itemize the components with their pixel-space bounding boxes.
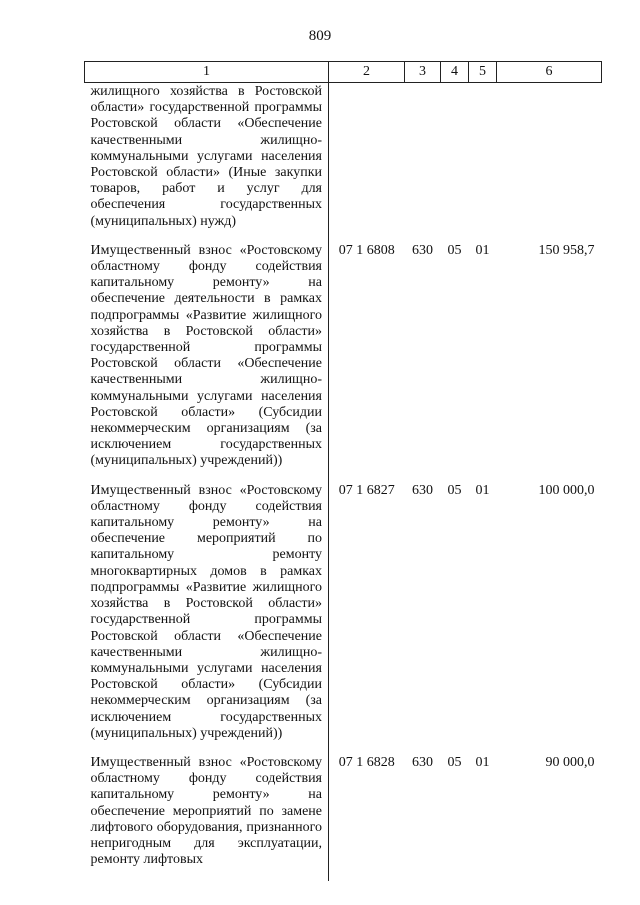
- page-number: 809: [308, 28, 332, 44]
- row-amount: 150 958,7: [538, 242, 595, 258]
- row-description: Имущественный взнос «Ростовскому областному фонду содействия капитальному ремонту» на обеспечение деятельности в рамках подпрограммы «Развитие жилищного хозяйства в Ростовской области» государственной программы Ростовской области «Обеспечение качественными жилищно-коммунальными услугами населения Ростовской области» (Субсидии некоммерческим организациям (за исключением государственных (муниципальных) учреждений)): [85, 243, 329, 483]
- row-amount: 90 000,0: [545, 754, 595, 770]
- row-subsection: 01: [475, 482, 490, 498]
- table-row: [85, 755, 602, 881]
- budget-table: [84, 61, 602, 881]
- row-target-code: 07 1 6808: [338, 242, 395, 258]
- header-col-2: 2: [329, 62, 405, 83]
- header-col-1: 1: [85, 62, 329, 83]
- table-header-row: [85, 62, 602, 83]
- row-amount: 100 000,0: [538, 482, 595, 498]
- row-target-code: 07 1 6827: [338, 482, 395, 498]
- row-description: Имущественный взнос «Ростовскому областному фонду содействия капитальному ремонту» на обеспечение мероприятий по замене лифтового оборудования, признанного непригодным для эксплуатации, ремонту лифтовых: [85, 755, 329, 881]
- row-section: 05: [447, 482, 462, 498]
- row-expense-type: 630: [412, 242, 433, 258]
- row-subsection: [469, 83, 497, 243]
- table-row: [85, 483, 602, 755]
- row-expense-type: 630: [412, 482, 433, 498]
- row-expense-type: 630: [412, 754, 433, 770]
- row-target-code: [329, 83, 405, 243]
- row-description: жилищного хозяйства в Ростовской области» государственной программы Ростовской области «Обеспечение качественными жилищно-коммунальными услугами населения Ростовской области» (Иные закупки товаров, работ и услуг для обеспечения государственных (муниципальных) нужд): [85, 83, 329, 243]
- row-amount: [497, 83, 602, 243]
- row-section: [441, 83, 469, 243]
- row-section: 05: [447, 242, 462, 258]
- row-expense-type: [405, 83, 441, 243]
- row-subsection: 01: [475, 754, 490, 770]
- row-target-code: 07 1 6828: [338, 754, 395, 770]
- header-col-5: 5: [469, 62, 497, 83]
- row-description: Имущественный взнос «Ростовскому областному фонду содействия капитальному ремонту» на обеспечение мероприятий по капитальному ремонту многоквартирных домов в рамках подпрограммы «Развитие жилищного хозяйства в Ростовской области» государственной программы Ростовской области «Обеспечение качественными жилищно-коммунальными услугами населения Ростовской области» (Субсидии некоммерческим организациям (за исключением государственных (муниципальных) учреждений)): [85, 483, 329, 755]
- table-row: [85, 83, 602, 243]
- header-col-4: 4: [441, 62, 469, 83]
- header-col-6: 6: [497, 62, 602, 83]
- row-subsection: 01: [475, 242, 490, 258]
- header-col-3: 3: [405, 62, 441, 83]
- table-row: [85, 243, 602, 483]
- row-section: 05: [447, 754, 462, 770]
